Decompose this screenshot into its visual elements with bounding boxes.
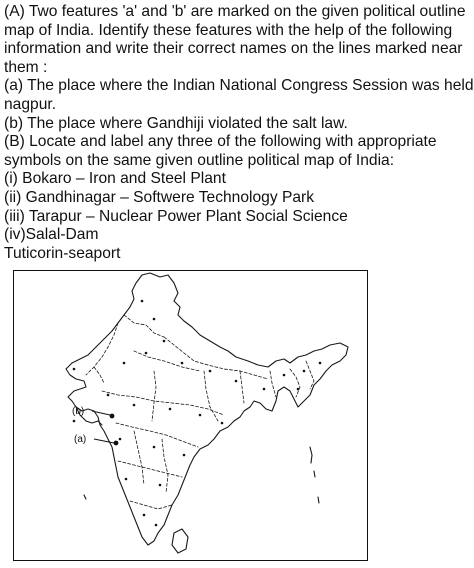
city-dot bbox=[143, 514, 146, 517]
city-dot bbox=[155, 524, 158, 527]
city-dot bbox=[199, 414, 202, 417]
question-line-9: symbols on the same given outline political map of India: bbox=[4, 151, 395, 169]
question-line-1: (A) Two features 'a' and 'b' are marked on the given political outline bbox=[4, 3, 466, 20]
state-boundary-8 bbox=[130, 501, 172, 509]
city-dot bbox=[73, 368, 76, 371]
question-line-12: (iii) Tarapur – Nuclear Power Plant Social Science bbox=[4, 207, 348, 225]
feature-b-label: (b) bbox=[72, 406, 85, 417]
state-boundary-6 bbox=[116, 423, 198, 447]
label-a-leader-line bbox=[94, 439, 114, 443]
nicobar-island bbox=[318, 497, 319, 503]
feature-a-label: (a) bbox=[74, 434, 87, 445]
state-boundary-16 bbox=[162, 439, 168, 493]
state-boundary-10 bbox=[204, 371, 218, 421]
city-dot bbox=[141, 300, 144, 303]
state-boundary-7 bbox=[118, 461, 182, 477]
feature-b-marker bbox=[110, 414, 115, 419]
state-boundary-17 bbox=[94, 367, 104, 383]
city-dot bbox=[133, 404, 136, 407]
city-dot bbox=[303, 370, 306, 373]
question-line-4: them : bbox=[4, 58, 48, 76]
state-boundary-3 bbox=[164, 337, 268, 379]
city-dot bbox=[119, 438, 122, 441]
lakshadweep-island bbox=[84, 495, 86, 499]
city-dot bbox=[169, 408, 172, 411]
andaman-island-1 bbox=[310, 447, 312, 463]
city-dot bbox=[107, 394, 110, 397]
state-boundary-4 bbox=[134, 351, 200, 371]
india-map-drawing bbox=[14, 271, 366, 559]
question-line-7: (b) The place where Gandhiji violated the salt law. bbox=[4, 114, 348, 132]
question-line-11: (ii) Gandhinagar – Softwere Technology Park bbox=[4, 188, 315, 206]
state-boundary-12 bbox=[270, 371, 276, 397]
question-line-14: Tuticorin-seaport bbox=[4, 244, 121, 262]
feature-a-marker bbox=[114, 441, 119, 446]
sri-lanka-outline bbox=[172, 529, 188, 553]
india-outline-map bbox=[13, 270, 368, 561]
city-dot bbox=[123, 362, 126, 365]
question-line-5: (a) The place where the Indian National Congress Session was held bbox=[4, 77, 474, 95]
city-dot bbox=[159, 484, 162, 487]
city-dot bbox=[319, 362, 322, 365]
state-boundary-1 bbox=[124, 315, 164, 337]
city-dot bbox=[153, 446, 156, 449]
question-line-10: (i) Bokaro – Iron and Steel Plant bbox=[4, 170, 226, 188]
question-text bbox=[4, 3, 472, 263]
city-dot bbox=[221, 422, 224, 425]
city-dot bbox=[73, 420, 76, 423]
state-boundary-5 bbox=[102, 391, 224, 415]
question-line-6: nagpur. bbox=[4, 95, 57, 113]
state-boundary-11 bbox=[240, 371, 244, 403]
city-dot bbox=[153, 318, 156, 321]
question-line-8: (B) Locate and label any three of the following with appropriate bbox=[4, 133, 437, 151]
city-dot bbox=[183, 454, 186, 457]
city-dot bbox=[163, 340, 166, 343]
city-dot bbox=[235, 380, 238, 383]
andaman-island-2 bbox=[314, 471, 315, 477]
city-dot bbox=[125, 478, 128, 481]
city-dot bbox=[297, 388, 300, 391]
state-boundary-13 bbox=[306, 361, 314, 389]
city-dot bbox=[209, 370, 212, 373]
question-line-13: (iv)Salal-Dam bbox=[4, 226, 99, 244]
city-dot bbox=[145, 352, 148, 355]
state-boundary-2 bbox=[86, 323, 118, 375]
state-boundary-9 bbox=[152, 371, 156, 421]
question-line-3: information and write their correct names on the lines marked near bbox=[4, 40, 463, 58]
state-boundary-15 bbox=[134, 431, 144, 485]
question-line-2: map of India. Identify these features with the help of the following bbox=[4, 21, 453, 39]
city-dot bbox=[263, 388, 266, 391]
city-dot bbox=[181, 362, 184, 365]
city-dot bbox=[283, 374, 286, 377]
